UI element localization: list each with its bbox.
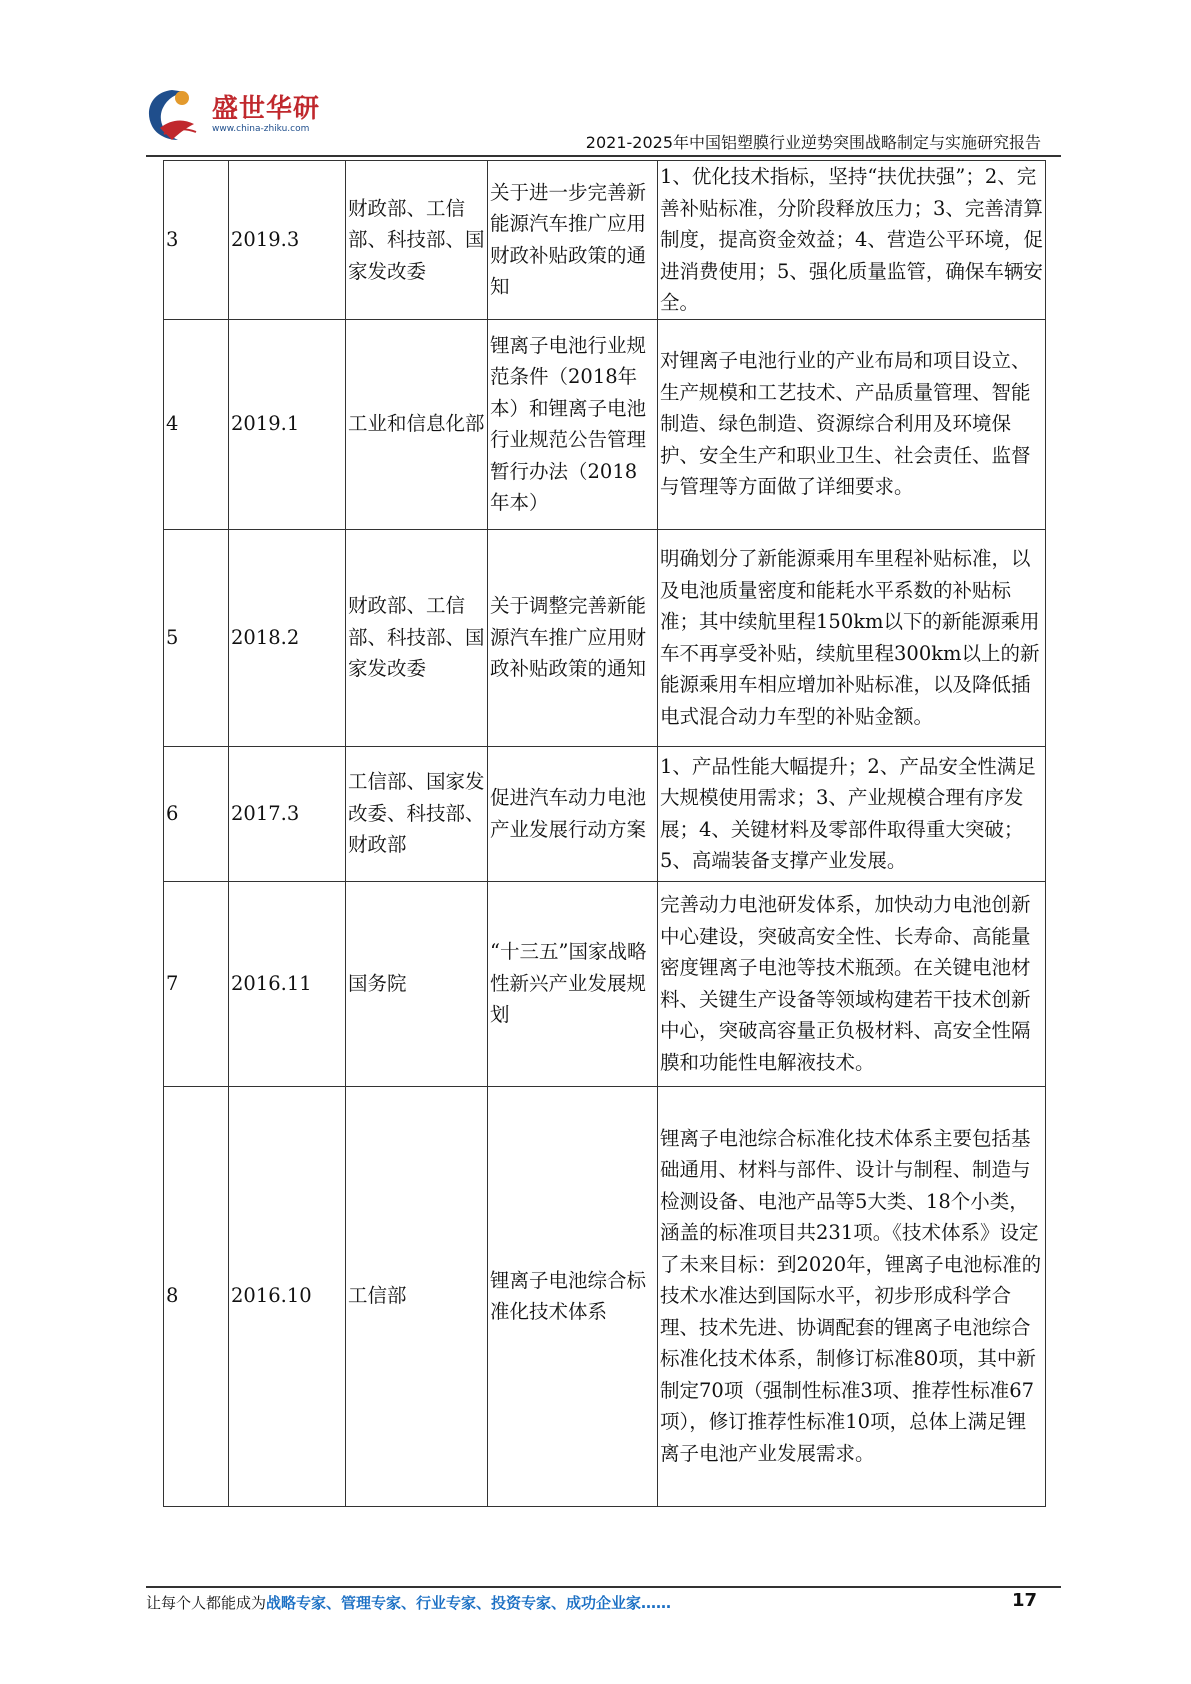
report-title: 2021-2025年中国铝塑膜行业逆势突围战略制定与实施研究报告 <box>585 133 1041 152</box>
page-number: 17 <box>1012 1590 1038 1611</box>
slogan-prefix: 让每个人都能成为 <box>146 1594 267 1612</box>
table-row <box>164 746 1046 881</box>
row-content: 对锂离子电池行业的产业布局和项目设立、生产规模和工艺技术、产品质量管理、智能制造、绿色制造、资源综合利用及环境保护、安全生产和职业卫生、社会责任、监督与管理等方面做了详细要求。 <box>658 319 1046 529</box>
logo-text: 盛世华研 <box>212 94 321 124</box>
row-policy-title: 促进汽车动力电池产业发展行动方案 <box>488 746 658 881</box>
logo-url: www.china-zhiku.com <box>212 124 310 134</box>
company-logo <box>142 84 322 146</box>
row-date: 2016.11 <box>229 881 346 1086</box>
row-content: 锂离子电池综合标准化技术体系主要包括基础通用、材料与部件、设计与制程、制造与检测设备、电池产品等5大类、18个小类，涵盖的标准项目共231项。《技术体系》设定了未来目标：到2020年，锂离子电池标准的技术水准达到国际水平，初步形成科学合理、技术先进、协调配套的锂离子电池综合标准化技术体系，制修订标准80项，其中新制定70项（强制性标准3项、推荐性标准67项），修订推荐性标准10项，总体上满足锂离子电池产业发展需求。 <box>658 1086 1046 1506</box>
row-content: 完善动力电池研发体系，加快动力电池创新中心建设，突破高安全性、长寿命、高能量密度锂离子电池等技术瓶颈。在关键电池材料、关键生产设备等领域构建若干技术创新中心，突破高容量正负极材料、高安全性隔膜和功能性电解液技术。 <box>658 881 1046 1086</box>
row-content: 明确划分了新能源乘用车里程补贴标准，以及电池质量密度和能耗水平系数的补贴标准；其中续航里程150km以下的新能源乘用车不再享受补贴，续航里程300km以上的新能源乘用车相应增加补贴标准，以及降低插电式混合动力车型的补贴金额。 <box>658 529 1046 746</box>
row-number: 3 <box>164 161 229 320</box>
row-policy-title: 关于调整完善新能源汽车推广应用财政补贴政策的通知 <box>488 529 658 746</box>
policy-table <box>163 160 1046 1507</box>
row-policy-title: 锂离子电池综合标准化技术体系 <box>488 1086 658 1506</box>
table-row <box>164 529 1046 746</box>
row-content: 1、优化技术指标，坚持“扶优扶强”；2、完善补贴标准，分阶段释放压力；3、完善清算制度，提高资金效益；4、营造公平环境，促进消费使用；5、强化质量监管，确保车辆安全。 <box>658 161 1046 320</box>
table-row <box>164 881 1046 1086</box>
row-date: 2019.3 <box>229 161 346 320</box>
row-date: 2017.3 <box>229 746 346 881</box>
row-date: 2018.2 <box>229 529 346 746</box>
row-department: 工信部、国家发改委、科技部、财政部 <box>346 746 488 881</box>
logo-mark-icon <box>142 84 212 146</box>
row-department: 工信部 <box>346 1086 488 1506</box>
row-department: 工业和信息化部 <box>346 319 488 529</box>
row-policy-title: 关于进一步完善新能源汽车推广应用财政补贴政策的通知 <box>488 161 658 320</box>
row-number: 4 <box>164 319 229 529</box>
row-number: 6 <box>164 746 229 881</box>
row-department: 财政部、工信部、科技部、国家发改委 <box>346 161 488 320</box>
row-number: 5 <box>164 529 229 746</box>
row-policy-title: 锂离子电池行业规范条件（2018年本）和锂离子电池行业规范公告管理暂行办法（2018年本） <box>488 319 658 529</box>
footer-slogan <box>146 1592 671 1613</box>
table-row <box>164 161 1046 320</box>
row-number: 8 <box>164 1086 229 1506</box>
header-divider <box>146 155 1061 157</box>
row-policy-title: “十三五”国家战略性新兴产业发展规划 <box>488 881 658 1086</box>
slogan-highlight: 战略专家、管理专家、行业专家、投资专家、成功企业家…… <box>266 1594 672 1612</box>
table-row <box>164 319 1046 529</box>
row-content: 1、产品性能大幅提升；2、产品安全性满足大规模使用需求；3、产业规模合理有序发展；4、关键材料及零部件取得重大突破；5、高端装备支撑产业发展。 <box>658 746 1046 881</box>
row-department: 财政部、工信部、科技部、国家发改委 <box>346 529 488 746</box>
table-row <box>164 1086 1046 1506</box>
row-department: 国务院 <box>346 881 488 1086</box>
row-date: 2019.1 <box>229 319 346 529</box>
page-header <box>0 0 1191 160</box>
row-date: 2016.10 <box>229 1086 346 1506</box>
footer-divider <box>146 1586 1061 1588</box>
row-number: 7 <box>164 881 229 1086</box>
